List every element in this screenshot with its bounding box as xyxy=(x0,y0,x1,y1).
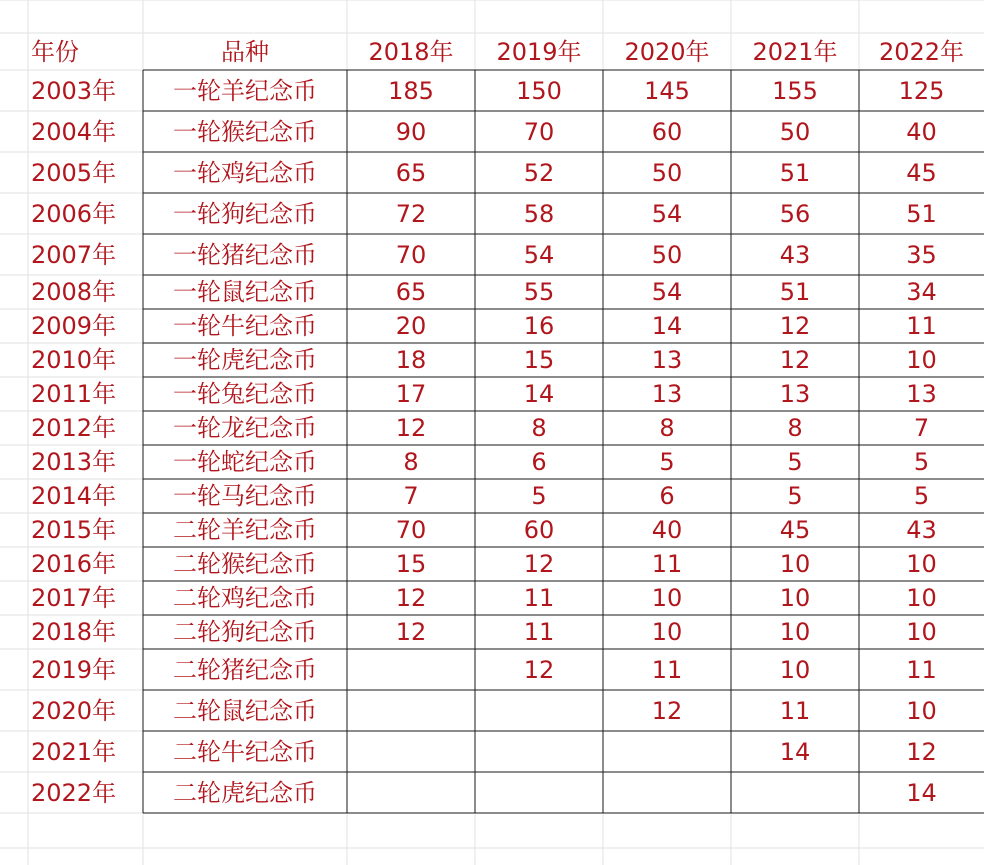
row-variety: 一轮鼠纪念币 xyxy=(173,278,317,306)
price-cell: 12 xyxy=(523,655,555,684)
price-cell: 54 xyxy=(651,199,683,228)
row-variety: 一轮猪纪念币 xyxy=(173,240,317,269)
row-variety: 一轮蛇纪念币 xyxy=(173,448,317,476)
price-cell xyxy=(347,690,475,731)
row-year: 2009年 xyxy=(31,312,117,340)
price-cell: 10 xyxy=(779,584,811,612)
price-cell: 70 xyxy=(523,117,555,146)
row-year: 2012年 xyxy=(31,414,117,442)
price-cell: 10 xyxy=(906,584,937,612)
row-variety: 二轮羊纪念币 xyxy=(173,516,317,544)
row-variety: 一轮虎纪念币 xyxy=(173,346,317,374)
row-variety: 一轮牛纪念币 xyxy=(173,312,317,340)
price-cell: 51 xyxy=(779,158,811,187)
price-cell: 11 xyxy=(651,550,683,578)
price-cell: 50 xyxy=(651,158,683,187)
price-cell: 5 xyxy=(531,482,547,510)
price-cell: 10 xyxy=(651,584,683,612)
price-cell: 65 xyxy=(395,158,427,187)
price-cell: 51 xyxy=(906,199,937,228)
price-cell: 40 xyxy=(651,516,683,544)
price-cell: 13 xyxy=(651,380,683,408)
price-cell: 5 xyxy=(913,482,930,510)
price-cell: 50 xyxy=(779,117,811,146)
price-cell: 11 xyxy=(906,655,937,684)
price-cell: 52 xyxy=(523,158,555,187)
header-year-column: 2018年 xyxy=(368,37,454,66)
price-cell: 20 xyxy=(395,312,427,340)
price-cell: 70 xyxy=(395,240,427,269)
price-cell: 5 xyxy=(913,448,930,476)
price-cell: 11 xyxy=(523,618,555,646)
header-year-column: 2019年 xyxy=(496,37,582,66)
row-year: 2008年 xyxy=(31,278,117,306)
price-cell: 150 xyxy=(516,76,562,105)
row-year: 2005年 xyxy=(31,158,117,187)
price-cell: 7 xyxy=(403,482,419,510)
row-year: 2022年 xyxy=(31,778,117,807)
price-cell: 13 xyxy=(906,380,937,408)
price-cell: 13 xyxy=(651,346,683,374)
price-cell xyxy=(603,731,731,772)
row-variety: 一轮兔纪念币 xyxy=(173,380,317,408)
row-variety: 二轮猪纪念币 xyxy=(173,655,317,684)
price-cell: 34 xyxy=(906,278,937,306)
price-cell: 12 xyxy=(523,550,555,578)
row-year: 2011年 xyxy=(31,380,117,408)
price-cell: 12 xyxy=(779,346,811,374)
price-cell: 15 xyxy=(395,550,427,578)
header-year-column: 2021年 xyxy=(752,37,838,66)
row-year: 2010年 xyxy=(31,346,117,374)
price-cell: 10 xyxy=(779,550,811,578)
row-year: 2018年 xyxy=(31,618,117,646)
price-cell: 10 xyxy=(651,618,683,646)
price-cell: 5 xyxy=(659,448,675,476)
price-cell: 18 xyxy=(395,346,427,374)
price-cell: 5 xyxy=(787,448,803,476)
price-cell: 17 xyxy=(395,380,427,408)
price-cell: 6 xyxy=(531,448,547,476)
header-variety: 品种 xyxy=(221,37,269,66)
price-cell: 6 xyxy=(659,482,675,510)
row-year: 2016年 xyxy=(31,550,117,578)
row-variety: 二轮虎纪念币 xyxy=(173,778,317,807)
price-cell: 155 xyxy=(772,76,818,105)
price-cell: 8 xyxy=(659,414,675,442)
price-cell: 14 xyxy=(523,380,555,408)
price-cell: 12 xyxy=(651,696,683,725)
price-cell: 72 xyxy=(395,199,427,228)
price-cell: 14 xyxy=(779,737,811,766)
price-cell: 10 xyxy=(906,550,937,578)
price-cell: 65 xyxy=(395,278,427,306)
row-variety: 一轮羊纪念币 xyxy=(173,76,317,105)
price-cell: 90 xyxy=(395,117,427,146)
row-year: 2006年 xyxy=(31,199,117,228)
price-cell: 60 xyxy=(651,117,683,146)
row-variety: 二轮狗纪念币 xyxy=(173,618,317,646)
header-year: 年份 xyxy=(31,37,79,66)
price-cell: 8 xyxy=(531,414,547,442)
header-year-column: 2020年 xyxy=(624,37,710,66)
price-cell: 12 xyxy=(779,312,811,340)
row-variety: 二轮鸡纪念币 xyxy=(173,584,317,612)
row-variety: 二轮猴纪念币 xyxy=(173,550,317,578)
price-cell: 12 xyxy=(395,414,427,442)
row-year: 2014年 xyxy=(31,482,117,510)
price-cell: 5 xyxy=(787,482,803,510)
price-cell: 10 xyxy=(906,618,937,646)
row-year: 2007年 xyxy=(31,240,117,269)
price-cell: 35 xyxy=(906,240,937,269)
price-cell: 14 xyxy=(651,312,683,340)
header-year-column: 2022年 xyxy=(878,37,965,66)
price-cell: 11 xyxy=(651,655,683,684)
row-variety: 一轮龙纪念币 xyxy=(173,414,317,442)
price-cell xyxy=(731,772,859,813)
row-variety: 一轮猴纪念币 xyxy=(173,117,317,146)
price-cell: 11 xyxy=(779,696,811,725)
row-year: 2021年 xyxy=(31,737,117,766)
price-cell: 145 xyxy=(644,76,690,105)
price-cell: 43 xyxy=(779,240,811,269)
price-cell xyxy=(347,772,475,813)
row-year: 2019年 xyxy=(31,655,117,684)
row-year: 2015年 xyxy=(31,516,117,544)
price-cell: 45 xyxy=(779,516,811,544)
price-cell xyxy=(603,772,731,813)
price-cell: 8 xyxy=(403,448,419,476)
price-cell xyxy=(347,731,475,772)
price-cell: 40 xyxy=(906,117,937,146)
price-cell: 45 xyxy=(906,158,937,187)
price-cell xyxy=(347,649,475,690)
price-cell: 54 xyxy=(651,278,683,306)
price-cell: 70 xyxy=(395,516,427,544)
price-cell xyxy=(475,772,603,813)
price-cell: 56 xyxy=(779,199,811,228)
price-cell: 10 xyxy=(779,655,811,684)
price-cell: 12 xyxy=(395,584,427,612)
row-variety: 一轮鸡纪念币 xyxy=(173,158,317,187)
price-cell: 10 xyxy=(906,696,937,725)
price-cell: 12 xyxy=(395,618,427,646)
price-cell: 7 xyxy=(913,414,930,442)
row-variety: 二轮鼠纪念币 xyxy=(173,696,317,725)
price-cell: 51 xyxy=(779,278,811,306)
price-cell: 8 xyxy=(787,414,803,442)
price-cell: 12 xyxy=(906,737,937,766)
price-cell: 50 xyxy=(651,240,683,269)
row-variety: 一轮马纪念币 xyxy=(173,482,317,510)
price-cell: 58 xyxy=(523,199,555,228)
price-cell xyxy=(475,690,603,731)
price-cell: 10 xyxy=(779,618,811,646)
price-cell: 43 xyxy=(906,516,937,544)
row-year: 2004年 xyxy=(31,117,117,146)
row-variety: 一轮狗纪念币 xyxy=(173,199,317,228)
price-cell: 55 xyxy=(523,278,555,306)
price-cell: 14 xyxy=(906,778,937,807)
price-cell: 11 xyxy=(523,584,555,612)
price-cell: 11 xyxy=(906,312,937,340)
price-cell: 15 xyxy=(523,346,555,374)
row-year: 2003年 xyxy=(31,76,117,105)
price-cell: 16 xyxy=(523,312,555,340)
price-cell: 54 xyxy=(523,240,555,269)
row-year: 2020年 xyxy=(31,696,117,725)
price-cell: 10 xyxy=(906,346,937,374)
row-year: 2017年 xyxy=(31,584,117,612)
row-variety: 二轮牛纪念币 xyxy=(173,737,317,766)
row-year: 2013年 xyxy=(31,448,117,476)
price-cell xyxy=(475,731,603,772)
price-cell: 125 xyxy=(898,76,945,105)
price-cell: 60 xyxy=(523,516,555,544)
price-cell: 185 xyxy=(388,76,434,105)
price-cell: 13 xyxy=(779,380,811,408)
